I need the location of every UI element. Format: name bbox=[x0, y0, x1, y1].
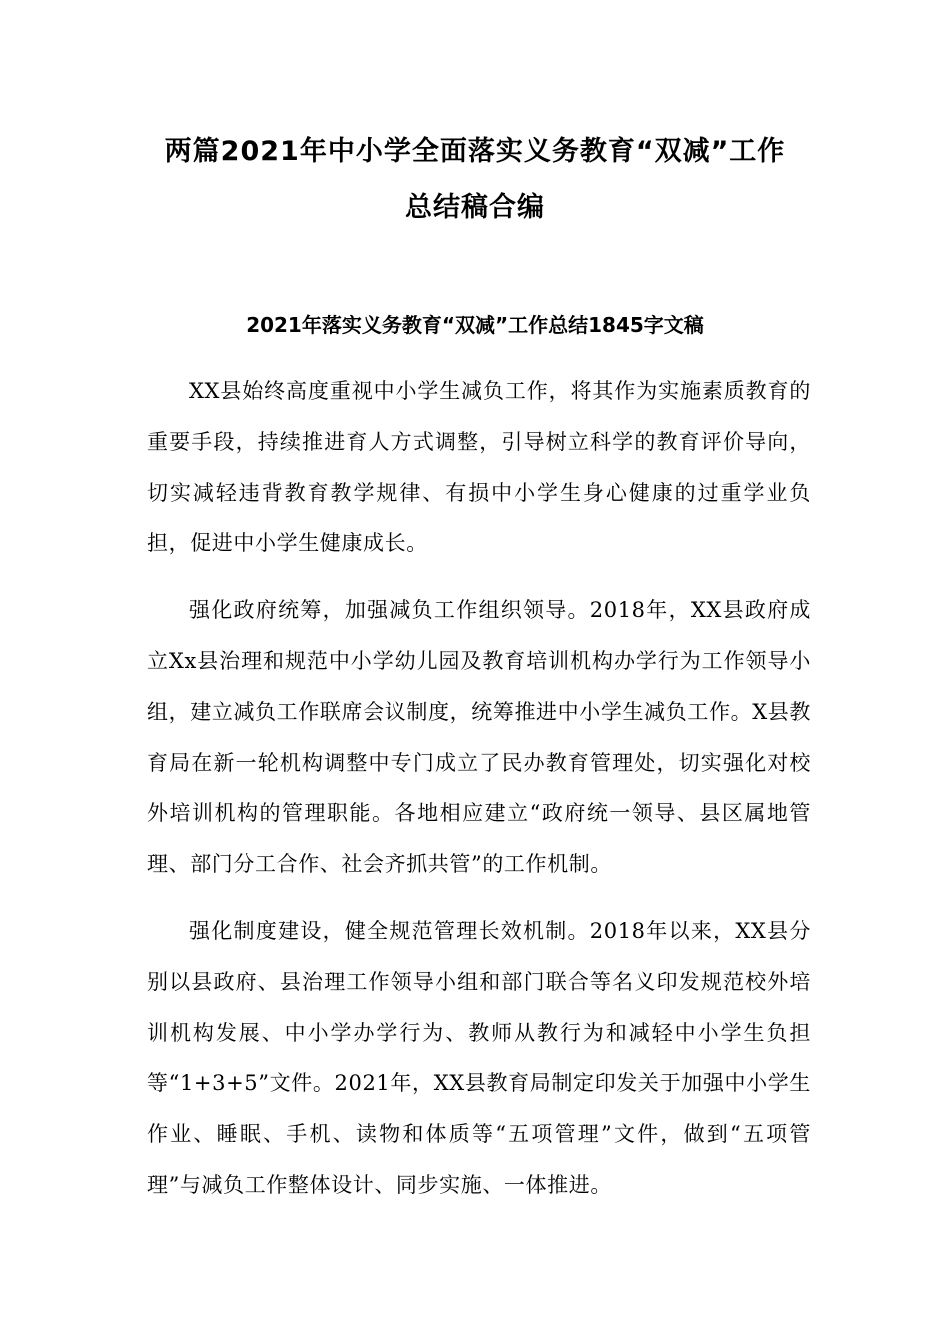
document-title bbox=[120, 124, 830, 236]
document-body bbox=[147, 366, 811, 1227]
paragraph-3: 强化制度建设，健全规范管理长效机制。2018年以来，XX县分别以县政府、县治理工作领导小组和部门联合等名义印发规范校外培训机构发展、中小学办学行为、教师从教行为和减轻中小学生负担等“1+3+5”文件。2021年，XX县教育局制定印发关于加强中小学生作业、睡眠、手机、读物和体质等“五项管理”文件，做到“五项管理”与减负工作整体设计、同步实施、一体推进。 bbox=[147, 918, 811, 1197]
document-title-line-1: 两篇2021年中小学全面落实义务教育“双减”工作 bbox=[164, 136, 786, 167]
document-title-line-2: 总结稿合编 bbox=[405, 192, 545, 223]
paragraph-2: 强化政府统筹，加强减负工作组织领导。2018年，XX县政府成立Xx县治理和规范中小学幼儿园及教育培训机构办学行为工作领导小组，建立减负工作联席会议制度，统筹推进中小学生减负工作。X县教育局在新一轮机构调整中专门成立了民办教育管理处，切实强化对校外培训机构的管理职能。各地相应建立“政府统一领导、县区属地管理、部门分工合作、社会齐抓共管”的工作机制。 bbox=[147, 598, 811, 877]
section-subtitle: 2021年落实义务教育“双减”工作总结1845字文稿 bbox=[246, 313, 704, 337]
paragraph-1: XX县始终高度重视中小学生减负工作，将其作为实施素质教育的重要手段，持续推进育人方式调整，引导树立科学的教育评价导向，切实减轻违背教育教学规律、有损中小学生身心健康的过重学业负担，促进中小学生健康成长。 bbox=[147, 379, 811, 556]
